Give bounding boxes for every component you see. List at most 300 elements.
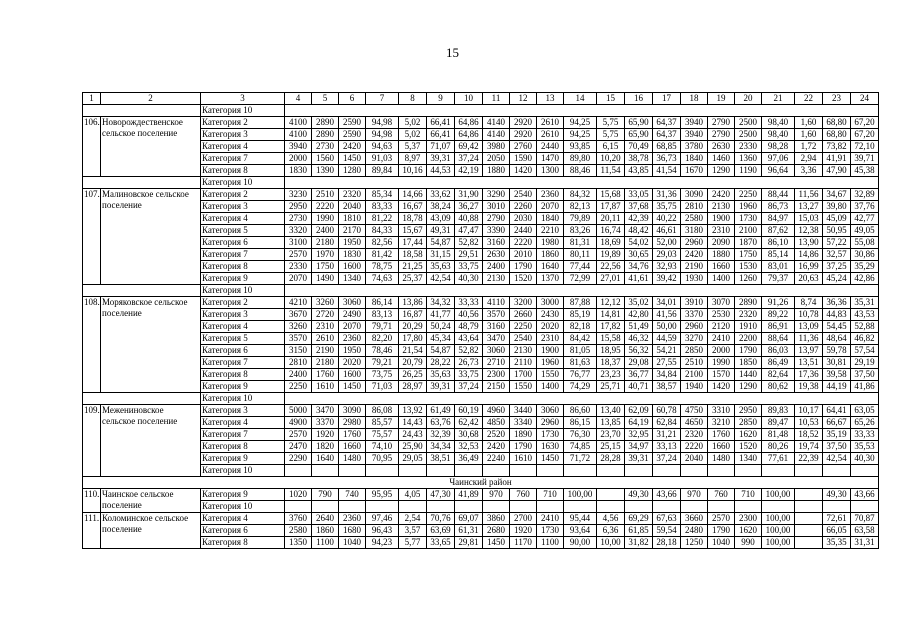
value-cell: 86,14 (366, 297, 399, 309)
value-cell: 2050 (483, 153, 510, 165)
value-cell: 1850 (735, 357, 762, 369)
value-cell (708, 501, 735, 513)
value-cell: 10,78 (795, 309, 823, 321)
value-cell: 38,24 (427, 201, 455, 213)
value-cell: 86,60 (564, 405, 597, 417)
value-cell: 29,03 (653, 249, 681, 261)
value-cell: 69,42 (455, 141, 483, 153)
header-cell-1: 1 (83, 93, 101, 105)
value-cell: 34,34 (427, 441, 455, 453)
table-row (83, 321, 879, 333)
value-cell: 63,58 (851, 525, 879, 537)
table-row (83, 417, 879, 429)
value-cell: 64,86 (455, 129, 483, 141)
value-cell: 2610 (537, 129, 564, 141)
value-cell: 18,69 (597, 237, 625, 249)
value-cell: 41,56 (653, 309, 681, 321)
value-cell: 72,61 (823, 513, 851, 525)
value-cell: 97,46 (366, 513, 399, 525)
value-cell: 33,05 (625, 189, 653, 201)
value-cell: 13,27 (795, 201, 823, 213)
value-cell: 40,88 (455, 213, 483, 225)
value-cell: 44,59 (653, 333, 681, 345)
value-cell: 36,49 (455, 453, 483, 465)
value-cell: 3,57 (399, 525, 427, 537)
value-cell: 3980 (483, 141, 510, 153)
value-cell: 2330 (285, 261, 312, 273)
value-cell: 2030 (510, 213, 537, 225)
value-cell: 72,99 (564, 273, 597, 285)
value-cell: 34,84 (653, 369, 681, 381)
district-title: Чаинский район (83, 477, 879, 489)
value-cell (312, 465, 339, 477)
value-cell: 13,90 (795, 237, 823, 249)
value-cell: 52,82 (455, 237, 483, 249)
value-cell: 4110 (483, 297, 510, 309)
value-cell: 11,56 (795, 189, 823, 201)
category-cell: Категория 3 (201, 309, 285, 321)
value-cell: 2220 (681, 441, 708, 453)
value-cell: 21,54 (399, 345, 427, 357)
settlement-name: Межениновское сельское поселение (101, 405, 201, 477)
value-cell: 1490 (312, 273, 339, 285)
settlement-name: Чаинское сельское поселение (101, 489, 201, 513)
table-row (83, 105, 879, 117)
value-cell: 22,56 (597, 261, 625, 273)
value-cell: 2400 (312, 225, 339, 237)
value-cell: 2810 (285, 357, 312, 369)
value-cell: 94,98 (366, 117, 399, 129)
value-cell (537, 501, 564, 513)
value-cell: 61,31 (455, 525, 483, 537)
value-cell: 3910 (681, 297, 708, 309)
table-row (83, 297, 879, 309)
value-cell: 970 (483, 489, 510, 501)
value-cell (597, 489, 625, 501)
value-cell: 39,31 (427, 153, 455, 165)
data-table (82, 92, 879, 549)
value-cell: 2610 (537, 117, 564, 129)
value-cell: 2960 (681, 321, 708, 333)
value-cell: 2210 (537, 225, 564, 237)
value-cell: 1360 (735, 153, 762, 165)
value-cell: 2850 (735, 417, 762, 429)
value-cell: 4210 (285, 297, 312, 309)
value-cell: 4960 (483, 405, 510, 417)
value-cell: 94,98 (366, 129, 399, 141)
table-row (83, 513, 879, 525)
value-cell: 2150 (483, 381, 510, 393)
value-cell: 760 (708, 489, 735, 501)
value-cell: 1400 (537, 381, 564, 393)
header-cell-19: 19 (708, 93, 735, 105)
value-cell: 2580 (285, 525, 312, 537)
value-cell: 43,53 (851, 309, 879, 321)
value-cell: 1920 (510, 525, 537, 537)
value-cell: 66,67 (823, 417, 851, 429)
value-cell: 1880 (708, 249, 735, 261)
value-cell: 2440 (510, 225, 537, 237)
value-cell: 1790 (735, 345, 762, 357)
value-cell: 10,00 (597, 537, 625, 549)
category-cell: Категория 9 (201, 273, 285, 285)
value-cell (510, 501, 537, 513)
value-cell: 2170 (339, 225, 366, 237)
value-cell (339, 465, 366, 477)
table-row (83, 465, 879, 477)
value-cell: 3470 (312, 405, 339, 417)
category-cell: Категория 7 (201, 357, 285, 369)
value-cell: 29,19 (851, 357, 879, 369)
value-cell: 60,78 (653, 405, 681, 417)
value-cell: 2660 (510, 309, 537, 321)
value-cell: 4850 (483, 417, 510, 429)
value-cell: 3940 (681, 117, 708, 129)
value-cell: 3150 (285, 345, 312, 357)
value-cell: 970 (681, 489, 708, 501)
value-cell: 33,13 (653, 441, 681, 453)
page-number: 15 (446, 45, 459, 60)
value-cell: 88,46 (564, 165, 597, 177)
value-cell: 81,05 (564, 345, 597, 357)
settlement-name: Малиновское сельское поселение (101, 189, 201, 285)
value-cell: 41,54 (653, 165, 681, 177)
value-cell: 40,56 (455, 309, 483, 321)
value-cell: 13,85 (597, 417, 625, 429)
value-cell: 2100 (735, 225, 762, 237)
value-cell: 31,36 (653, 189, 681, 201)
value-cell: 44,19 (823, 381, 851, 393)
value-cell: 2730 (312, 141, 339, 153)
value-cell: 86,49 (762, 357, 795, 369)
table-row (83, 477, 879, 489)
value-cell: 1980 (537, 237, 564, 249)
value-cell (653, 465, 681, 477)
value-cell: 42,80 (625, 309, 653, 321)
value-cell: 3160 (483, 321, 510, 333)
category-cell: Категория 7 (201, 249, 285, 261)
value-cell: 16,67 (399, 201, 427, 213)
table-row (83, 165, 879, 177)
value-cell: 66,41 (427, 129, 455, 141)
value-cell (510, 465, 537, 477)
value-cell (564, 501, 597, 513)
value-cell: 78,75 (366, 261, 399, 273)
category-cell: Категория 8 (201, 441, 285, 453)
value-cell: 1480 (339, 453, 366, 465)
value-cell: 760 (510, 489, 537, 501)
value-cell: 8,74 (795, 297, 823, 309)
value-cell: 3200 (510, 297, 537, 309)
value-cell: 1760 (312, 369, 339, 381)
value-cell: 81,63 (564, 357, 597, 369)
value-cell: 3940 (681, 129, 708, 141)
value-cell: 2200 (735, 333, 762, 345)
value-cell: 13,51 (795, 357, 823, 369)
value-cell: 25,71 (597, 381, 625, 393)
value-cell: 29,81 (455, 537, 483, 549)
value-cell: 5,37 (399, 141, 427, 153)
value-cell: 2890 (735, 297, 762, 309)
value-cell: 39,80 (823, 201, 851, 213)
value-cell: 2590 (339, 129, 366, 141)
value-cell: 39,71 (851, 153, 879, 165)
value-cell: 990 (735, 537, 762, 549)
value-cell: 71,03 (366, 381, 399, 393)
value-cell: 47,30 (427, 489, 455, 501)
value-cell: 2760 (510, 141, 537, 153)
value-cell: 4900 (285, 417, 312, 429)
value-cell: 2890 (312, 117, 339, 129)
value-cell: 3260 (285, 321, 312, 333)
value-cell: 2190 (681, 261, 708, 273)
spacer-cell (83, 393, 201, 405)
value-cell: 36,73 (653, 153, 681, 165)
value-cell: 2850 (681, 345, 708, 357)
category-cell: Категория 3 (201, 405, 285, 417)
value-cell: 31,82 (625, 537, 653, 549)
value-cell: 2130 (708, 201, 735, 213)
value-cell: 85,14 (762, 249, 795, 261)
header-cell-21: 21 (762, 93, 795, 105)
value-cell: 81,42 (366, 249, 399, 261)
value-cell: 81,22 (366, 213, 399, 225)
value-cell: 43,64 (455, 333, 483, 345)
value-cell: 27,55 (653, 357, 681, 369)
value-cell: 86,91 (762, 321, 795, 333)
value-cell: 3270 (681, 333, 708, 345)
empty-cell (285, 393, 879, 405)
value-cell: 2220 (312, 201, 339, 213)
value-cell: 3320 (285, 225, 312, 237)
value-cell: 1570 (708, 369, 735, 381)
value-cell: 3060 (537, 405, 564, 417)
value-cell: 3370 (312, 417, 339, 429)
value-cell: 2180 (312, 237, 339, 249)
value-cell: 1020 (285, 489, 312, 501)
value-cell: 57,54 (851, 345, 879, 357)
value-cell: 52,00 (653, 237, 681, 249)
value-cell: 67,20 (851, 117, 879, 129)
value-cell: 68,85 (653, 141, 681, 153)
value-cell: 45,24 (823, 273, 851, 285)
table-row (83, 261, 879, 273)
value-cell: 5,75 (597, 129, 625, 141)
value-cell: 4,05 (399, 489, 427, 501)
value-cell: 32,93 (653, 261, 681, 273)
value-cell: 740 (339, 489, 366, 501)
value-cell: 1640 (537, 261, 564, 273)
header-cell-23: 23 (823, 93, 851, 105)
value-cell (735, 501, 762, 513)
value-cell: 2400 (285, 369, 312, 381)
value-cell: 28,97 (399, 381, 427, 393)
table-row (83, 441, 879, 453)
value-cell: 1600 (339, 261, 366, 273)
value-cell: 1400 (708, 273, 735, 285)
value-cell: 49,05 (851, 225, 879, 237)
value-cell (851, 501, 879, 513)
value-cell: 13,92 (399, 405, 427, 417)
value-cell: 2530 (708, 309, 735, 321)
value-cell: 70,76 (427, 513, 455, 525)
value-cell: 1040 (708, 537, 735, 549)
value-cell: 1670 (681, 165, 708, 177)
value-cell: 79,21 (366, 357, 399, 369)
value-cell: 2630 (708, 141, 735, 153)
value-cell: 65,90 (625, 129, 653, 141)
value-cell: 46,61 (653, 225, 681, 237)
value-cell: 18,58 (399, 249, 427, 261)
value-cell: 28,22 (427, 357, 455, 369)
value-cell (399, 465, 427, 477)
table-row (83, 117, 879, 129)
value-cell: 30,68 (455, 429, 483, 441)
value-cell: 37,50 (823, 441, 851, 453)
table-row (83, 225, 879, 237)
value-cell: 35,63 (427, 261, 455, 273)
value-cell: 1910 (735, 321, 762, 333)
value-cell: 11,54 (597, 165, 625, 177)
table-row (83, 237, 879, 249)
value-cell: 4100 (285, 129, 312, 141)
value-cell: 2300 (735, 513, 762, 525)
header-cell-24: 24 (851, 93, 879, 105)
value-cell (795, 525, 823, 537)
value-cell: 91,26 (762, 297, 795, 309)
value-cell: 2100 (681, 369, 708, 381)
category-cell: Категория 7 (201, 429, 285, 441)
value-cell (564, 465, 597, 477)
value-cell: 93,85 (564, 141, 597, 153)
value-cell: 32,89 (851, 189, 879, 201)
value-cell: 2320 (339, 189, 366, 201)
value-cell: 1630 (537, 441, 564, 453)
value-cell: 17,44 (399, 237, 427, 249)
value-cell: 60,19 (455, 405, 483, 417)
table-row (83, 249, 879, 261)
value-cell: 1040 (339, 537, 366, 549)
value-cell: 2250 (510, 321, 537, 333)
value-cell: 70,87 (851, 513, 879, 525)
value-cell: 2290 (285, 453, 312, 465)
value-cell: 12,38 (795, 225, 823, 237)
value-cell: 31,15 (427, 249, 455, 261)
value-cell: 1730 (537, 429, 564, 441)
value-cell: 2510 (312, 189, 339, 201)
value-cell: 1830 (285, 165, 312, 177)
value-cell: 1,60 (795, 117, 823, 129)
value-cell: 1450 (339, 153, 366, 165)
value-cell (851, 465, 879, 477)
value-cell: 1610 (312, 381, 339, 393)
value-cell: 89,83 (762, 405, 795, 417)
table-row (83, 309, 879, 321)
spacer-cell (83, 285, 201, 297)
value-cell: 47,90 (823, 165, 851, 177)
value-cell: 5,02 (399, 117, 427, 129)
value-cell: 1680 (339, 525, 366, 537)
value-cell: 66,05 (823, 525, 851, 537)
value-cell: 1950 (339, 237, 366, 249)
value-cell: 30,86 (851, 249, 879, 261)
value-cell: 5,75 (597, 117, 625, 129)
header-cell-7: 7 (366, 93, 399, 105)
value-cell: 4750 (681, 405, 708, 417)
value-cell: 94,63 (366, 141, 399, 153)
value-cell (625, 465, 653, 477)
table-row (83, 201, 879, 213)
value-cell: 1620 (735, 525, 762, 537)
value-cell: 2310 (708, 225, 735, 237)
value-cell (366, 501, 399, 513)
value-cell: 63,76 (427, 417, 455, 429)
row-number: 107. (83, 189, 101, 285)
header-cell-22: 22 (795, 93, 823, 105)
table-row (83, 141, 879, 153)
value-cell (339, 501, 366, 513)
value-cell: 13,86 (399, 297, 427, 309)
value-cell: 90,00 (564, 537, 597, 549)
settlement-name: Коломинское сельское поселение (101, 513, 201, 549)
value-cell: 14,81 (597, 309, 625, 321)
value-cell: 28,28 (597, 453, 625, 465)
value-cell: 3670 (285, 309, 312, 321)
value-cell: 31,31 (851, 537, 879, 549)
value-cell: 67,20 (851, 129, 879, 141)
value-cell: 2120 (708, 321, 735, 333)
value-cell: 84,97 (762, 213, 795, 225)
value-cell: 80,62 (762, 381, 795, 393)
table-row (83, 429, 879, 441)
category-cell: Категория 9 (201, 453, 285, 465)
value-cell: 2920 (510, 117, 537, 129)
category-cell: Категория 2 (201, 189, 285, 201)
value-cell: 25,15 (597, 441, 625, 453)
value-cell (483, 501, 510, 513)
value-cell: 98,40 (762, 117, 795, 129)
value-cell: 95,44 (564, 513, 597, 525)
category-cell: Категория 8 (201, 261, 285, 273)
empty-cell (285, 105, 879, 117)
value-cell: 61,85 (625, 525, 653, 537)
value-cell: 2240 (483, 453, 510, 465)
value-cell: 88,44 (762, 189, 795, 201)
value-cell: 1560 (312, 153, 339, 165)
value-cell: 2500 (735, 129, 762, 141)
header-cell-3: 3 (201, 93, 285, 105)
value-cell: 63,69 (427, 525, 455, 537)
value-cell: 1700 (510, 369, 537, 381)
value-cell: 17,87 (597, 201, 625, 213)
value-cell: 78,46 (366, 345, 399, 357)
category-cell: Категория 4 (201, 213, 285, 225)
value-cell: 81,31 (564, 237, 597, 249)
value-cell: 1840 (537, 213, 564, 225)
value-cell: 100,00 (762, 525, 795, 537)
value-cell: 34,67 (823, 189, 851, 201)
category-cell: Категория 2 (201, 297, 285, 309)
value-cell: 2070 (339, 321, 366, 333)
value-cell: 2420 (339, 141, 366, 153)
value-cell: 86,08 (366, 405, 399, 417)
category-cell: Категория 6 (201, 237, 285, 249)
value-cell: 1900 (537, 345, 564, 357)
settlement-name: Новорождественское сельское поселение (101, 117, 201, 177)
value-cell: 84,32 (564, 189, 597, 201)
value-cell: 19,89 (597, 249, 625, 261)
value-cell: 70,49 (625, 141, 653, 153)
